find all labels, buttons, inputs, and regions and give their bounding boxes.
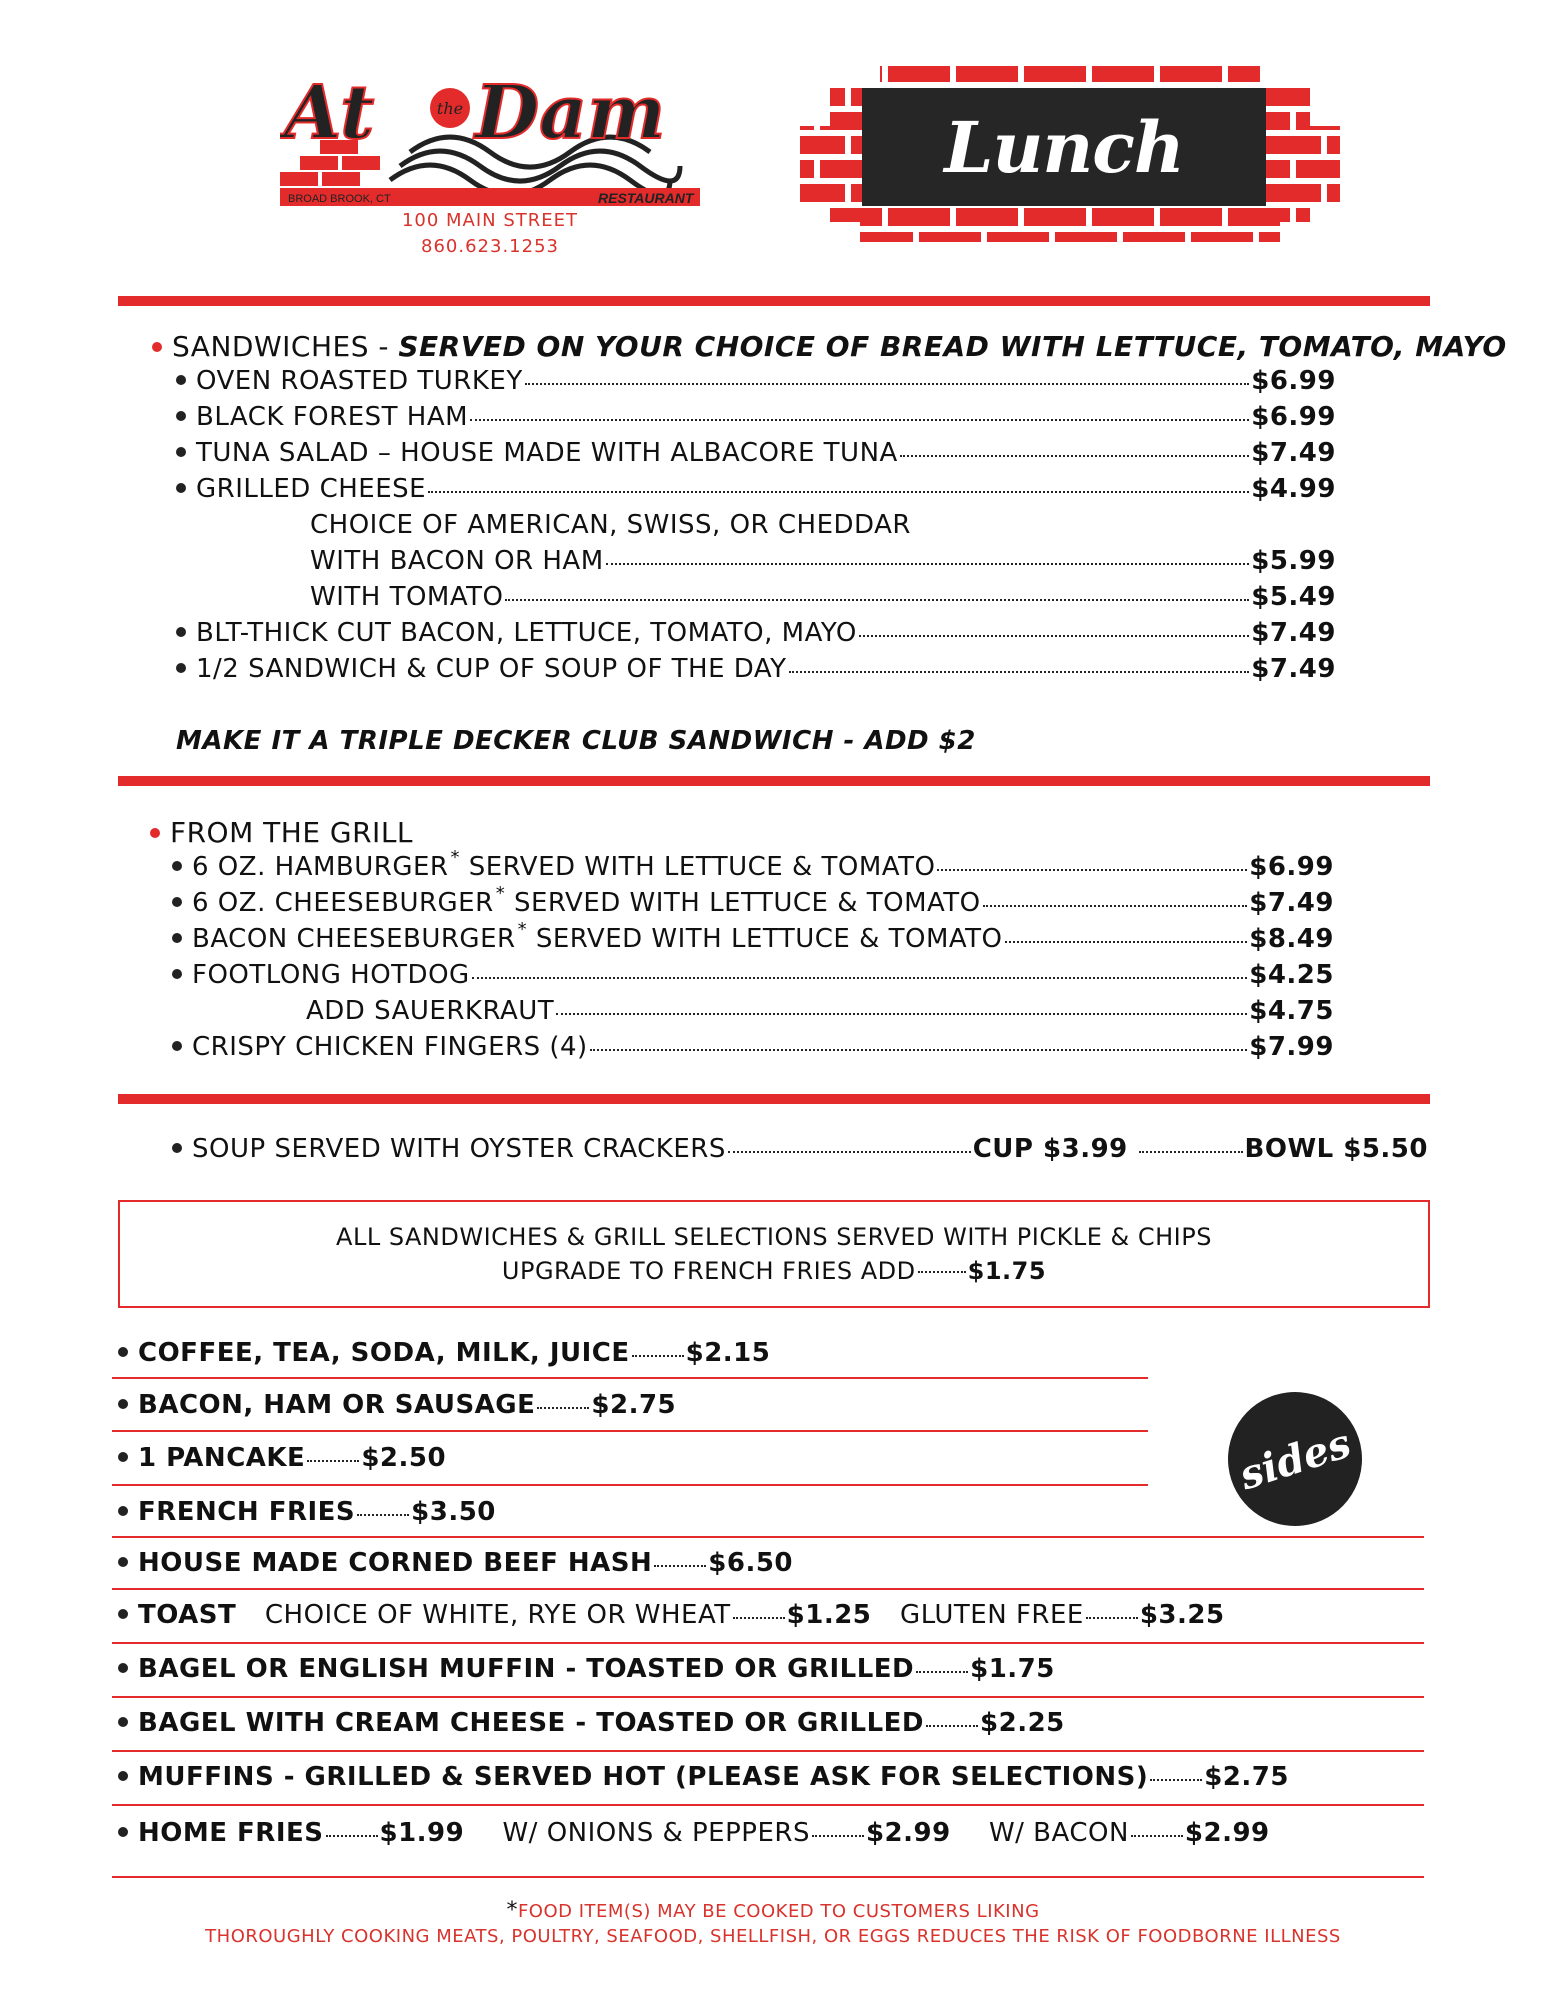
bullet-icon <box>176 483 186 493</box>
item-price: $7.49 <box>1251 618 1336 648</box>
row-underline <box>112 1804 1424 1806</box>
footer-disclaimer-2: THOROUGHLY COOKING MEATS, POULTRY, SEAFOOD, SHELLFISH, OR EGGS REDUCES THE RISK OF FOODBORNE ILLNESS <box>205 1926 1341 1947</box>
side-item <box>118 1654 1055 1684</box>
item-label: HOUSE MADE CORNED BEEF HASH <box>138 1548 653 1578</box>
notice-price: $1.75 <box>967 1257 1047 1285</box>
notice-line-2-label: UPGRADE TO FRENCH FRIES ADD <box>501 1257 916 1285</box>
menu-item-option <box>306 996 1334 1026</box>
item-price: $8.49 <box>1249 924 1334 954</box>
dot-leader <box>1005 941 1248 943</box>
item-label: OVEN ROASTED TURKEY <box>196 366 523 396</box>
item-price: $2.50 <box>361 1443 447 1473</box>
item-label: TOAST <box>138 1600 237 1630</box>
soup-item <box>172 1134 1428 1164</box>
item-label: WITH TOMATO <box>310 582 504 612</box>
footer-line-1: FOOD ITEM(S) MAY BE COOKED TO CUSTOMERS LIKING <box>517 1901 1040 1922</box>
item-price: $6.50 <box>708 1548 794 1578</box>
dot-leader <box>1150 1779 1202 1781</box>
item-label: BACON, HAM OR SAUSAGE <box>138 1390 536 1420</box>
item-price: $7.49 <box>1251 438 1336 468</box>
item-price: $2.99 <box>1184 1818 1270 1848</box>
item-price: $2.75 <box>1204 1762 1289 1792</box>
item-label: ADD SAUERKRAUT <box>306 996 555 1026</box>
item-label: BAGEL OR ENGLISH MUFFIN - TOASTED OR GRILLED <box>138 1654 915 1684</box>
bullet-icon <box>118 1827 128 1837</box>
bullet-icon <box>176 375 186 385</box>
row-underline <box>112 1484 1148 1486</box>
item-label: SOUP SERVED WITH OYSTER CRACKERS <box>192 1134 726 1164</box>
bullet-icon <box>172 933 182 943</box>
logo-script-right: Dam <box>475 70 666 156</box>
menu-item <box>172 960 1334 990</box>
item-price: $2.99 <box>865 1818 951 1848</box>
dot-leader <box>505 599 1249 601</box>
dot-leader <box>926 1725 978 1727</box>
bullet-icon <box>118 1452 128 1462</box>
row-underline <box>112 1588 1424 1590</box>
row-underline <box>112 1696 1424 1698</box>
row-underline <box>112 1750 1424 1752</box>
menu-item <box>176 366 1336 396</box>
sandwiches-heading-note: SERVED ON YOUR CHOICE OF BREAD WITH LETTUCE, TOMATO, MAYO <box>398 330 1507 363</box>
dot-leader <box>812 1835 864 1837</box>
item-label: BAGEL WITH CREAM CHEESE - TOASTED OR GRILLED <box>138 1708 925 1738</box>
item-label: MUFFINS - GRILLED & SERVED HOT (PLEASE ASK FOR SELECTIONS) <box>138 1762 1149 1792</box>
item-sub-label: GLUTEN FREE <box>900 1600 1084 1630</box>
item-price: $5.99 <box>1251 546 1336 576</box>
asterisk-mark: * <box>517 919 528 940</box>
dot-leader <box>1131 1835 1183 1837</box>
bullet-icon <box>172 897 182 907</box>
bullet-icon <box>176 627 186 637</box>
asterisk-mark: * <box>506 1898 518 1923</box>
dot-leader <box>789 671 1250 673</box>
row-underline <box>112 1642 1424 1644</box>
item-label: COFFEE, TEA, SODA, MILK, JUICE <box>138 1338 630 1368</box>
item-label: GRILLED CHEESE <box>196 474 427 504</box>
bullet-icon <box>118 1609 128 1619</box>
item-price: $2.15 <box>685 1338 771 1368</box>
menu-item <box>176 654 1336 684</box>
item-price: $5.49 <box>1251 582 1336 612</box>
menu-item <box>176 618 1336 648</box>
item-price: $6.99 <box>1249 852 1334 882</box>
menu-item <box>172 919 1334 954</box>
dot-leader <box>537 1407 589 1409</box>
item-price: $7.99 <box>1249 1032 1334 1062</box>
item-label: 1/2 SANDWICH & CUP OF SOUP OF THE DAY <box>196 654 787 684</box>
section-divider <box>118 296 1430 306</box>
item-label: 6 OZ. CHEESEBURGER <box>192 888 494 918</box>
grill-heading-label: FROM THE GRILL <box>170 816 414 849</box>
bullet-icon <box>118 1506 128 1516</box>
menu-item <box>176 474 1336 504</box>
asterisk-mark: * <box>495 883 506 904</box>
dot-leader <box>728 1151 971 1153</box>
side-item <box>118 1497 496 1527</box>
item-label: BLACK FOREST HAM <box>196 402 469 432</box>
grill-heading <box>150 816 413 849</box>
section-divider <box>118 776 1430 786</box>
asterisk-mark: * <box>450 847 460 868</box>
item-label-note: SERVED WITH LETTUCE & TOMATO <box>468 852 936 882</box>
item-label-note: SERVED WITH LETTUCE & TOMATO <box>513 888 981 918</box>
logo-location: BROAD BROOK, CT <box>288 193 391 205</box>
item-label: WITH BACON OR HAM <box>310 546 604 576</box>
dot-leader <box>606 563 1250 565</box>
menu-item-option <box>310 546 1336 576</box>
item-label: FOOTLONG HOTDOG <box>192 960 470 990</box>
bowl-price: BOWL $5.50 <box>1244 1134 1428 1164</box>
dot-leader <box>937 869 1247 871</box>
dot-leader <box>654 1565 706 1567</box>
dot-leader <box>859 635 1249 637</box>
dot-leader <box>326 1835 378 1837</box>
item-price: $4.25 <box>1249 960 1334 990</box>
menu-item <box>176 438 1336 468</box>
bullet-icon <box>176 411 186 421</box>
item-sub-label: CHOICE OF WHITE, RYE OR WHEAT <box>264 1600 731 1630</box>
menu-item <box>172 883 1334 918</box>
item-label: TUNA SALAD – HOUSE MADE WITH ALBACORE TUNA <box>196 438 898 468</box>
dot-leader <box>1086 1617 1138 1619</box>
side-item <box>118 1762 1289 1792</box>
item-price: $4.99 <box>1251 474 1336 504</box>
dot-leader <box>632 1355 684 1357</box>
heading-bullet-icon <box>150 828 160 838</box>
item-label: BACON CHEESEBURGER <box>192 924 516 954</box>
side-item <box>118 1708 1065 1738</box>
item-price: $6.99 <box>1251 366 1336 396</box>
item-label: FRENCH FRIES <box>138 1497 356 1527</box>
item-label: CHOICE OF AMERICAN, SWISS, OR CHEDDAR <box>310 510 911 540</box>
side-item <box>118 1390 676 1420</box>
address: 100 MAIN STREET <box>401 210 579 231</box>
item-label: CRISPY CHICKEN FINGERS (4) <box>192 1032 588 1062</box>
logo-restaurant: RESTAURANT <box>598 190 694 206</box>
row-underline <box>112 1377 1148 1379</box>
dot-leader <box>983 905 1248 907</box>
dot-leader <box>470 419 1249 421</box>
menu-title: Lunch <box>862 88 1266 206</box>
bullet-icon <box>176 447 186 457</box>
item-price: $7.49 <box>1251 654 1336 684</box>
bullet-icon <box>172 1143 182 1153</box>
bullet-icon <box>118 1771 128 1781</box>
dot-leader <box>556 1013 1247 1015</box>
row-underline <box>112 1430 1148 1432</box>
side-item <box>118 1818 1270 1848</box>
menu-item-option <box>310 510 911 540</box>
logo-the: the <box>436 99 464 118</box>
dot-leader <box>900 455 1249 457</box>
item-price: $3.50 <box>411 1497 496 1527</box>
cup-price: CUP $3.99 <box>972 1134 1128 1164</box>
bullet-icon <box>118 1717 128 1727</box>
phone: 860.623.1253 <box>421 236 559 257</box>
dot-leader <box>733 1617 785 1619</box>
item-price: $1.25 <box>786 1600 872 1630</box>
restaurant-logo <box>280 62 700 212</box>
sandwiches-heading-label: SANDWICHES - <box>172 330 389 363</box>
item-label-note: SERVED WITH LETTUCE & TOMATO <box>535 924 1003 954</box>
section-divider <box>118 1094 1430 1104</box>
item-price: $7.49 <box>1249 888 1334 918</box>
dot-leader <box>590 1049 1248 1051</box>
item-sub-label: W/ ONIONS & PEPPERS <box>502 1818 810 1848</box>
bullet-icon <box>172 1041 182 1051</box>
side-item <box>118 1338 770 1368</box>
item-price: $2.75 <box>591 1390 677 1420</box>
row-underline <box>112 1876 1424 1878</box>
logo-script-left: At <box>284 70 375 156</box>
dot-leader <box>307 1460 359 1462</box>
footer-disclaimer-1 <box>100 1898 1446 1923</box>
item-price: $4.75 <box>1249 996 1334 1026</box>
dot-leader <box>525 383 1250 385</box>
item-price: $3.25 <box>1139 1600 1225 1630</box>
club-note: MAKE IT A TRIPLE DECKER CLUB SANDWICH - ADD $2 <box>176 726 976 756</box>
sides-badge: sides <box>1211 1375 1380 1544</box>
heading-bullet-icon <box>152 342 162 352</box>
menu-item-option <box>310 582 1336 612</box>
item-label: BLT-THICK CUT BACON, LETTUCE, TOMATO, MAYO <box>196 618 857 648</box>
bullet-icon <box>172 969 182 979</box>
item-price: $2.25 <box>980 1708 1065 1738</box>
bullet-icon <box>118 1557 128 1567</box>
dot-leader <box>916 1671 968 1673</box>
notice-line-2 <box>120 1254 1428 1288</box>
bullet-icon <box>176 663 186 673</box>
item-sub-label: W/ BACON <box>988 1818 1129 1848</box>
bullet-icon <box>118 1399 128 1409</box>
menu-item <box>172 1032 1334 1062</box>
item-price: $6.99 <box>1251 402 1336 432</box>
bullet-icon <box>172 861 182 871</box>
menu-item <box>176 402 1336 432</box>
side-item <box>118 1548 793 1578</box>
dot-leader <box>357 1514 409 1516</box>
bullet-icon <box>118 1663 128 1673</box>
notice-box <box>118 1200 1430 1308</box>
item-price: $1.75 <box>970 1654 1055 1684</box>
item-label: 1 PANCAKE <box>138 1443 306 1473</box>
side-item <box>118 1443 446 1473</box>
dot-leader <box>918 1271 966 1273</box>
bullet-icon <box>118 1347 128 1357</box>
dot-leader <box>1139 1151 1243 1153</box>
side-item <box>118 1600 1225 1630</box>
item-label: 6 OZ. HAMBURGER <box>192 852 449 882</box>
menu-item <box>172 847 1334 882</box>
row-underline <box>112 1536 1424 1538</box>
notice-line-1: ALL SANDWICHES & GRILL SELECTIONS SERVED WITH PICKLE & CHIPS <box>336 1223 1212 1251</box>
item-label: HOME FRIES <box>138 1818 324 1848</box>
item-price: $1.99 <box>379 1818 465 1848</box>
dot-leader <box>428 491 1249 493</box>
dot-leader <box>472 977 1248 979</box>
sandwiches-heading <box>152 330 1507 363</box>
